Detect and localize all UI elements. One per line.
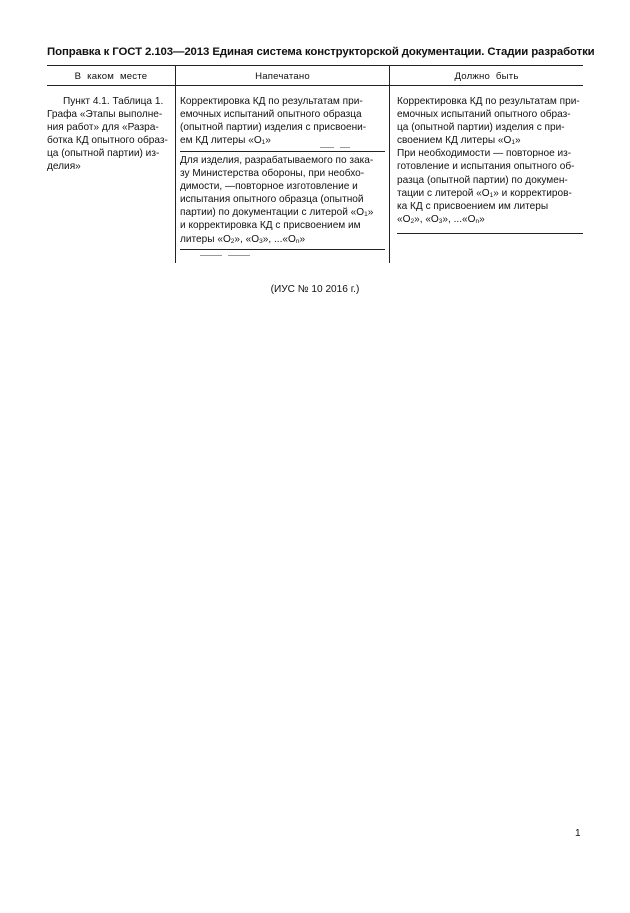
where-line: ния работ» для «Разра- bbox=[47, 122, 159, 134]
printed-bottom-rule bbox=[180, 249, 385, 250]
dash-printed-b bbox=[340, 147, 350, 148]
should-bottom-rule bbox=[397, 233, 583, 234]
printed-line: партии) по документации с литерой «$О_1$» bbox=[180, 207, 374, 219]
printed-line: Корректировка КД по результатам при- bbox=[180, 96, 363, 107]
printed-line: ем КД литеры «$О_1$» bbox=[180, 135, 271, 147]
where-line: ботка КД опытного образ- bbox=[47, 135, 168, 147]
printed-line: зу Министерства обороны, при необхо- bbox=[180, 168, 365, 180]
printed-line: (опытной партии) изделия с присвоени- bbox=[180, 122, 367, 134]
column-divider-1 bbox=[175, 65, 176, 263]
dash-printed-a bbox=[320, 147, 334, 148]
cell-printed-first bbox=[180, 95, 385, 147]
header-should-be: Должно быть bbox=[454, 71, 519, 82]
printed-line: литеры «$О_2$», «$О_3$», $...«О_n$» bbox=[180, 233, 306, 245]
header-printed: Напечатано bbox=[255, 71, 310, 82]
should-line: Корректировка КД по результатам при- bbox=[397, 96, 580, 107]
printed-line: емочных испытаний опытного образца bbox=[180, 109, 362, 121]
should-line: готовление и испытания опытного об- bbox=[397, 161, 575, 173]
printed-line: и корректировка КД с присвоением им bbox=[180, 220, 361, 232]
where-line: Графа «Этапы выполне- bbox=[47, 109, 163, 121]
printed-separator bbox=[180, 151, 385, 152]
printed-line: димости, —повторное изготовление и bbox=[180, 181, 358, 193]
table-top-rule bbox=[47, 65, 583, 66]
where-line: Пункт 4.1. Таблица 1. bbox=[63, 96, 164, 107]
cell-printed-second bbox=[180, 154, 385, 246]
should-line: емочных испытаний опытного образ- bbox=[397, 109, 571, 121]
should-line: ца (опытной партии) изделия с при- bbox=[397, 122, 565, 134]
should-line: «$О_2$», «$О_3$», $...«О_n$» bbox=[397, 213, 485, 225]
should-line: разца (опытной партии) по докумен- bbox=[397, 174, 568, 186]
should-line: ка КД с присвоением им литеры bbox=[397, 200, 549, 212]
header-where: В каком месте bbox=[74, 71, 148, 82]
page-number: 1 bbox=[575, 828, 581, 839]
should-line: При необходимости — повторное из- bbox=[397, 148, 572, 160]
dash-printed-d bbox=[228, 255, 250, 256]
footer-reference: (ИУС № 10 2016 г.) bbox=[270, 284, 360, 295]
printed-line: испытания опытного образца (опытной bbox=[180, 194, 364, 206]
where-line: ца (опытной партии) из- bbox=[47, 148, 160, 160]
cell-should-be bbox=[397, 95, 583, 226]
dash-printed-c bbox=[200, 255, 222, 256]
cell-where bbox=[47, 95, 169, 174]
printed-line: Для изделия, разрабатываемого по зака- bbox=[180, 155, 374, 166]
document-title: Поправка к ГОСТ 2.103—2013 Единая система конструкторской документации. Стадии разработки bbox=[47, 46, 595, 58]
where-line: делия» bbox=[47, 161, 81, 173]
header-bottom-rule bbox=[47, 85, 583, 86]
should-line: своением КД литеры «$О_1$» bbox=[397, 135, 521, 147]
column-divider-2 bbox=[389, 65, 390, 263]
should-line: тации с литерой «$О_1$» и корректиров- bbox=[397, 187, 572, 199]
